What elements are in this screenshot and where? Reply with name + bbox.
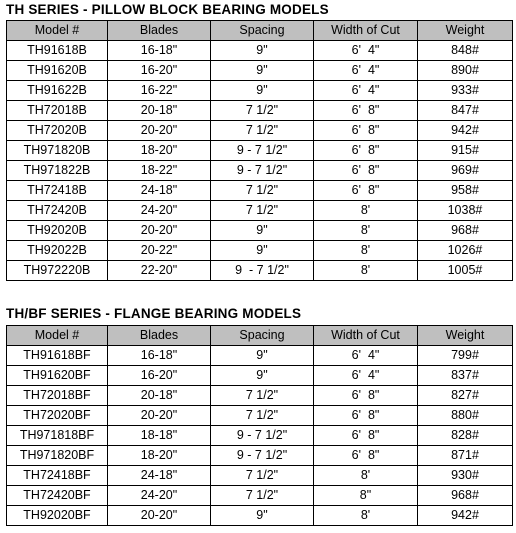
cell-blades: 20-20" bbox=[108, 221, 211, 241]
th-series-table bbox=[6, 20, 513, 281]
cell-spacing: 9" bbox=[211, 61, 314, 81]
cell-model: TH72018B bbox=[7, 101, 108, 121]
table-row bbox=[7, 261, 513, 281]
cell-blades: 24-20" bbox=[108, 486, 211, 506]
cell-width-of-cut: 6' 4" bbox=[314, 346, 418, 366]
cell-blades: 18-22" bbox=[108, 161, 211, 181]
thbf-series-table bbox=[6, 325, 513, 526]
cell-blades: 18-20" bbox=[108, 446, 211, 466]
cell-spacing: 9 - 7 1/2" bbox=[211, 261, 314, 281]
table-row bbox=[7, 486, 513, 506]
cell-weight: 1026# bbox=[418, 241, 513, 261]
table-row bbox=[7, 221, 513, 241]
table-row bbox=[7, 161, 513, 181]
cell-model: TH971820BF bbox=[7, 446, 108, 466]
cell-model: TH72018BF bbox=[7, 386, 108, 406]
cell-width-of-cut: 6' 4" bbox=[314, 61, 418, 81]
table-row bbox=[7, 446, 513, 466]
cell-width-of-cut: 6' 8" bbox=[314, 141, 418, 161]
column-header-model: Model # bbox=[7, 326, 108, 346]
column-header-width-of-cut: Width of Cut bbox=[314, 326, 418, 346]
cell-width-of-cut: 6' 8" bbox=[314, 386, 418, 406]
cell-weight: 847# bbox=[418, 101, 513, 121]
cell-spacing: 9" bbox=[211, 346, 314, 366]
cell-weight: 942# bbox=[418, 506, 513, 526]
cell-blades: 24-18" bbox=[108, 466, 211, 486]
cell-model: TH72418B bbox=[7, 181, 108, 201]
cell-model: TH971820B bbox=[7, 141, 108, 161]
column-header-spacing: Spacing bbox=[211, 326, 314, 346]
cell-model: TH91622B bbox=[7, 81, 108, 101]
cell-weight: 968# bbox=[418, 486, 513, 506]
table-row bbox=[7, 81, 513, 101]
cell-width-of-cut: 8' bbox=[314, 261, 418, 281]
cell-blades: 16-18" bbox=[108, 346, 211, 366]
cell-spacing: 9 - 7 1/2" bbox=[211, 161, 314, 181]
cell-spacing: 9 - 7 1/2" bbox=[211, 426, 314, 446]
cell-width-of-cut: 8' bbox=[314, 221, 418, 241]
table-row bbox=[7, 426, 513, 446]
cell-weight: 799# bbox=[418, 346, 513, 366]
cell-blades: 16-20" bbox=[108, 366, 211, 386]
cell-blades: 20-22" bbox=[108, 241, 211, 261]
cell-width-of-cut: 6' 4" bbox=[314, 366, 418, 386]
cell-spacing: 9" bbox=[211, 221, 314, 241]
cell-weight: 969# bbox=[418, 161, 513, 181]
cell-spacing: 7 1/2" bbox=[211, 181, 314, 201]
cell-weight: 871# bbox=[418, 446, 513, 466]
table-row bbox=[7, 506, 513, 526]
cell-spacing: 9" bbox=[211, 81, 314, 101]
cell-model: TH91618B bbox=[7, 41, 108, 61]
column-header-model: Model # bbox=[7, 21, 108, 41]
cell-model: TH91618BF bbox=[7, 346, 108, 366]
table-row bbox=[7, 181, 513, 201]
cell-weight: 1005# bbox=[418, 261, 513, 281]
cell-model: TH72020B bbox=[7, 121, 108, 141]
cell-weight: 915# bbox=[418, 141, 513, 161]
cell-weight: 942# bbox=[418, 121, 513, 141]
column-header-blades: Blades bbox=[108, 326, 211, 346]
cell-weight: 880# bbox=[418, 406, 513, 426]
cell-width-of-cut: 8' bbox=[314, 241, 418, 261]
cell-width-of-cut: 6' 4" bbox=[314, 41, 418, 61]
table-row bbox=[7, 241, 513, 261]
cell-spacing: 7 1/2" bbox=[211, 406, 314, 426]
cell-spacing: 9" bbox=[211, 241, 314, 261]
column-header-spacing: Spacing bbox=[211, 21, 314, 41]
cell-spacing: 7 1/2" bbox=[211, 466, 314, 486]
cell-weight: 848# bbox=[418, 41, 513, 61]
cell-spacing: 7 1/2" bbox=[211, 101, 314, 121]
cell-spacing: 7 1/2" bbox=[211, 201, 314, 221]
cell-width-of-cut: 6' 8" bbox=[314, 406, 418, 426]
cell-blades: 18-20" bbox=[108, 141, 211, 161]
cell-model: TH92020BF bbox=[7, 506, 108, 526]
table-row bbox=[7, 121, 513, 141]
cell-blades: 20-18" bbox=[108, 101, 211, 121]
cell-width-of-cut: 6' 4" bbox=[314, 81, 418, 101]
cell-model: TH92022B bbox=[7, 241, 108, 261]
table-row bbox=[7, 41, 513, 61]
cell-weight: 958# bbox=[418, 181, 513, 201]
cell-blades: 16-18" bbox=[108, 41, 211, 61]
column-header-weight: Weight bbox=[418, 21, 513, 41]
table-header-row bbox=[7, 326, 513, 346]
column-header-weight: Weight bbox=[418, 326, 513, 346]
cell-width-of-cut: 8' bbox=[314, 506, 418, 526]
cell-width-of-cut: 6' 8" bbox=[314, 101, 418, 121]
table-row bbox=[7, 386, 513, 406]
cell-spacing: 9" bbox=[211, 41, 314, 61]
cell-width-of-cut: 6' 8" bbox=[314, 181, 418, 201]
table-row bbox=[7, 346, 513, 366]
cell-blades: 20-20" bbox=[108, 121, 211, 141]
cell-spacing: 9" bbox=[211, 506, 314, 526]
cell-weight: 933# bbox=[418, 81, 513, 101]
cell-blades: 24-20" bbox=[108, 201, 211, 221]
column-header-width-of-cut: Width of Cut bbox=[314, 21, 418, 41]
cell-weight: 837# bbox=[418, 366, 513, 386]
cell-width-of-cut: 8' bbox=[314, 201, 418, 221]
th-series-title: TH SERIES - PILLOW BLOCK BEARING MODELS bbox=[6, 2, 329, 17]
cell-model: TH971822B bbox=[7, 161, 108, 181]
cell-model: TH972220B bbox=[7, 261, 108, 281]
cell-width-of-cut: 8' bbox=[314, 466, 418, 486]
table-row bbox=[7, 101, 513, 121]
cell-model: TH91620BF bbox=[7, 366, 108, 386]
cell-model: TH91620B bbox=[7, 61, 108, 81]
thbf-series-title: TH/BF SERIES - FLANGE BEARING MODELS bbox=[6, 306, 302, 321]
cell-spacing: 9" bbox=[211, 366, 314, 386]
cell-model: TH72020BF bbox=[7, 406, 108, 426]
table-row bbox=[7, 201, 513, 221]
table-row bbox=[7, 366, 513, 386]
cell-spacing: 9 - 7 1/2" bbox=[211, 141, 314, 161]
table-row bbox=[7, 141, 513, 161]
cell-weight: 930# bbox=[418, 466, 513, 486]
cell-weight: 968# bbox=[418, 221, 513, 241]
cell-weight: 828# bbox=[418, 426, 513, 446]
cell-blades: 20-20" bbox=[108, 506, 211, 526]
cell-model: TH72418BF bbox=[7, 466, 108, 486]
table-row bbox=[7, 466, 513, 486]
cell-model: TH971818BF bbox=[7, 426, 108, 446]
cell-spacing: 7 1/2" bbox=[211, 486, 314, 506]
cell-width-of-cut: 6' 8" bbox=[314, 161, 418, 181]
cell-blades: 18-18" bbox=[108, 426, 211, 446]
cell-width-of-cut: 6' 8" bbox=[314, 121, 418, 141]
cell-weight: 890# bbox=[418, 61, 513, 81]
cell-blades: 20-18" bbox=[108, 386, 211, 406]
cell-width-of-cut: 6' 8" bbox=[314, 446, 418, 466]
table-row bbox=[7, 406, 513, 426]
cell-width-of-cut: 6' 8" bbox=[314, 426, 418, 446]
cell-spacing: 9 - 7 1/2" bbox=[211, 446, 314, 466]
cell-spacing: 7 1/2" bbox=[211, 121, 314, 141]
cell-weight: 1038# bbox=[418, 201, 513, 221]
cell-weight: 827# bbox=[418, 386, 513, 406]
cell-blades: 20-20" bbox=[108, 406, 211, 426]
cell-model: TH72420B bbox=[7, 201, 108, 221]
cell-model: TH92020B bbox=[7, 221, 108, 241]
cell-blades: 24-18" bbox=[108, 181, 211, 201]
column-header-blades: Blades bbox=[108, 21, 211, 41]
cell-blades: 22-20" bbox=[108, 261, 211, 281]
cell-spacing: 7 1/2" bbox=[211, 386, 314, 406]
cell-blades: 16-20" bbox=[108, 61, 211, 81]
cell-model: TH72420BF bbox=[7, 486, 108, 506]
table-row bbox=[7, 61, 513, 81]
table-header-row bbox=[7, 21, 513, 41]
cell-width-of-cut: 8" bbox=[314, 486, 418, 506]
cell-blades: 16-22" bbox=[108, 81, 211, 101]
